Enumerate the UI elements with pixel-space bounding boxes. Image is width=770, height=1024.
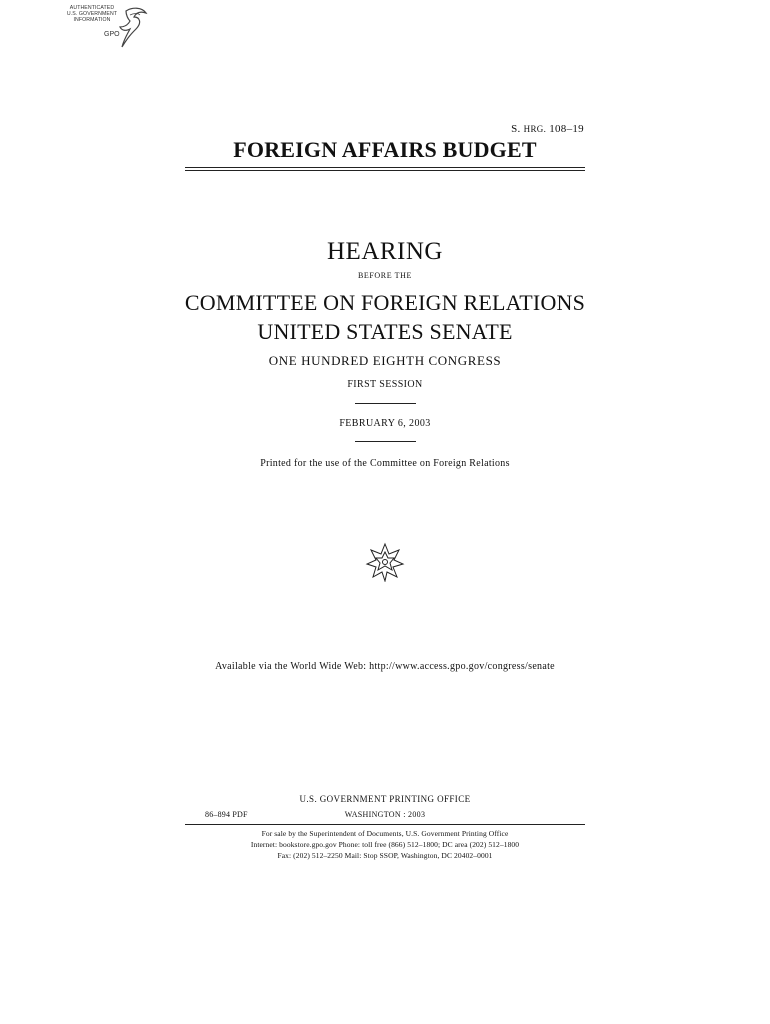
hearing-number-abbrev: HRG. <box>523 124 547 134</box>
sale-mail-line: Fax: (202) 512–2250 Mail: Stop SSOP, Washington, DC 20402–0001 <box>277 851 493 860</box>
seal-gpo-mark: GPO <box>104 31 120 38</box>
title-rule-top <box>185 167 585 168</box>
committee-name: COMMITTEE ON FOREIGN RELATIONS <box>184 290 586 315</box>
seal-line-2: U.S. GOVERNMENT <box>66 11 118 17</box>
sale-info-line: For sale by the Superintendent of Documents, U.S. Government Printing Office <box>261 829 509 838</box>
hearing-number-value: 108–19 <box>549 123 584 135</box>
document-title: FOREIGN AFFAIRS BUDGET <box>233 137 537 162</box>
sale-contact-line: Internet: bookstore.gpo.gov Phone: toll free (866) 512–1800; DC area (202) 512–1800 <box>250 840 520 849</box>
printing-office: U.S. GOVERNMENT PRINTING OFFICE <box>299 794 471 804</box>
hearing-date: FEBRUARY 6, 2003 <box>339 418 431 429</box>
web-availability-note: Available via the World Wide Web: http://www.access.gpo.gov/congress/senate <box>215 661 555 672</box>
printed-for-note: Printed for the use of the Committee on Foreign Relations <box>260 458 510 469</box>
session-label: FIRST SESSION <box>347 379 423 390</box>
title-rule-bottom <box>185 170 585 171</box>
divider-rule <box>355 403 416 404</box>
document-number: 86–894 PDF <box>205 810 248 819</box>
hearing-heading: HEARING <box>327 238 443 265</box>
seal-line-3: INFORMATION <box>73 17 111 23</box>
seal-line-1: AUTHENTICATED <box>69 5 115 11</box>
hearing-number <box>511 123 584 135</box>
location-year: WASHINGTON : 2003 <box>344 810 426 819</box>
authentication-seal <box>60 5 150 49</box>
congress-label: ONE HUNDRED EIGHTH CONGRESS <box>268 353 502 368</box>
seal-text <box>60 5 124 23</box>
senate-name: UNITED STATES SENATE <box>257 319 513 344</box>
eagle-icon <box>116 7 148 49</box>
hearing-number-prefix: S. <box>511 123 521 135</box>
footer-rule <box>185 824 585 825</box>
star-ornament-icon <box>365 542 405 582</box>
before-the-label: BEFORE THE <box>357 271 413 280</box>
divider-rule <box>355 441 416 442</box>
